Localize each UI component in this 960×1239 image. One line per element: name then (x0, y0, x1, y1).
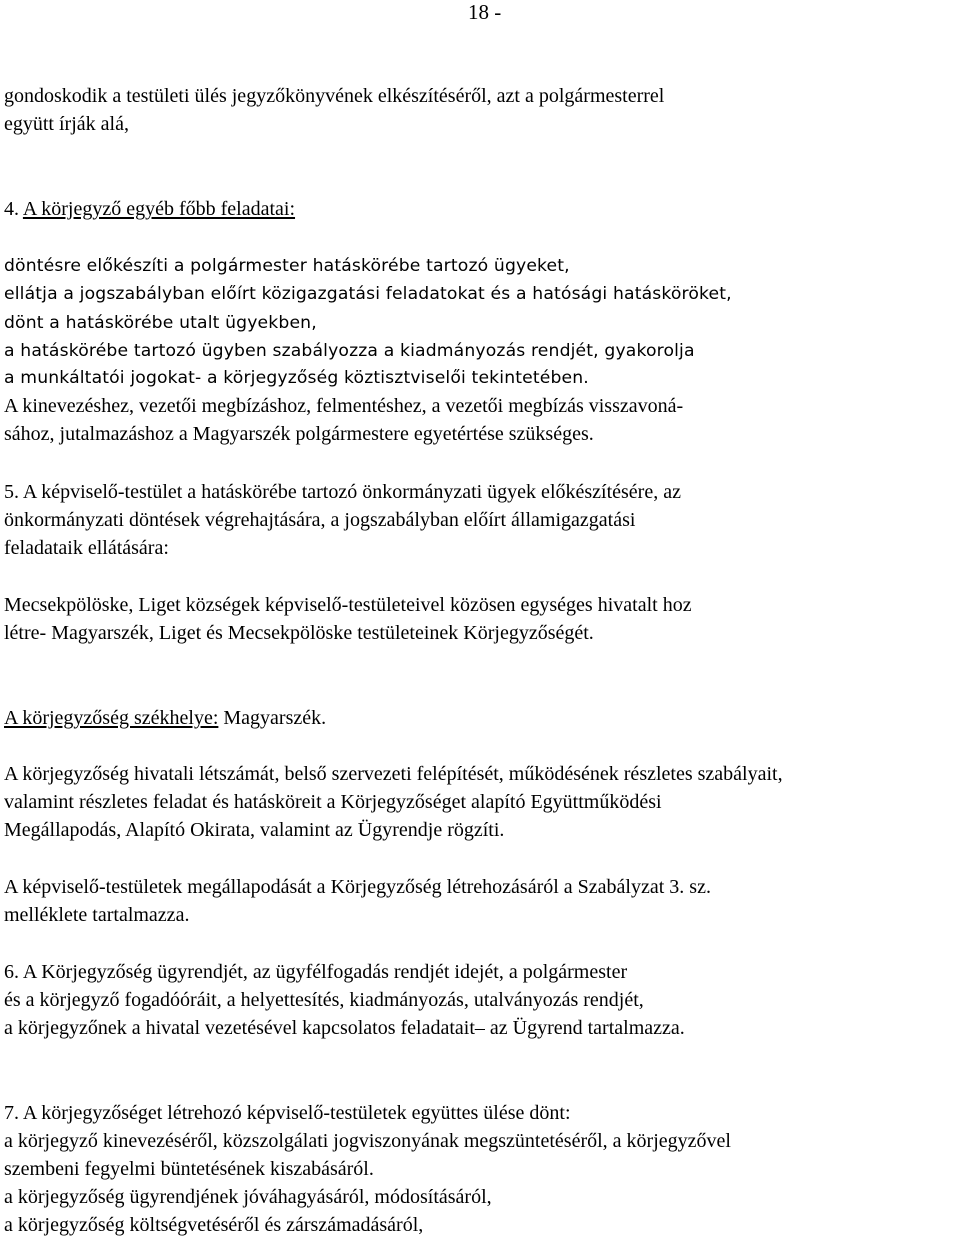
page-number: 18 - (468, 0, 502, 24)
paragraph-line: szembeni fegyelmi büntetésének kiszabásáról. (4, 1158, 374, 1180)
paragraph-line: 5. A képviselő-testület a hatáskörébe tartozó önkormányzati ügyek előkészítésére, az (4, 481, 681, 503)
paragraph-line: ellátja a jogszabályban előírt közigazgatási feladatokat és a hatósági hatásköröket, (4, 284, 732, 304)
paragraph-line: a hatáskörébe tartozó ügyben szabályozza a kiadmányozás rendjét, gyakorolja (4, 341, 695, 361)
seat-line (4, 706, 326, 730)
paragraph-line: Megállapodás, Alapító Okirata, valamint az Ügyrendje rögzíti. (4, 819, 505, 841)
paragraph-line: a körjegyző kinevezéséről, közszolgálati jogviszonyának megszüntetéséről, a körjegyzővel (4, 1130, 731, 1152)
paragraph-line: valamint részletes feladat és hatásköreit a Körjegyzőséget alapító Együttműködési (4, 791, 662, 813)
paragraph-line: létre- Magyarszék, Liget és Mecsekpölöske testületeinek Körjegyzőségét. (4, 622, 594, 644)
paragraph-line: a körjegyzőség ügyrendjének jóváhagyásáról, módosításáról, (4, 1186, 492, 1208)
paragraph-line: melléklete tartalmazza. (4, 904, 190, 926)
paragraph-line: 6. A Körjegyzőség ügyrendjét, az ügyfélfogadás rendjét idejét, a polgármester (4, 961, 628, 983)
paragraph-line: és a körjegyző fogadóóráit, a helyettesítés, kiadmányozás, utalványozás rendjét, (4, 989, 644, 1011)
paragraph-line: a körjegyzőnek a hivatal vezetésével kapcsolatos feladatait– az Ügyrend tartalmazza. (4, 1017, 685, 1039)
paragraph-line: A körjegyzőség hivatali létszámát, belső szervezeti felépítését, működésének részletes szabályait, (4, 763, 783, 785)
section-4-number: 4. (4, 198, 19, 220)
paragraph-line: a munkáltatói jogokat- a körjegyzőség köztisztviselői tekintetében. (4, 368, 589, 388)
paragraph-line: Mecsekpölöske, Liget községek képviselő-testületeivel közösen egységes hivatalt hoz (4, 594, 692, 616)
paragraph-line: a körjegyzőség költségvetéséről és zárszámadásáról, (4, 1214, 424, 1236)
seat-value: Magyarszék. (218, 707, 327, 729)
section-4-title: A körjegyző egyéb főbb feladatai: (22, 198, 296, 220)
seat-label: A körjegyzőség székhelye: (4, 707, 219, 729)
section-4-heading (4, 197, 295, 221)
paragraph-line: A képviselő-testületek megállapodását a Körjegyzőség létrehozásáról a Szabályzat 3. sz. (4, 876, 711, 898)
paragraph-line: 7. A körjegyzőséget létrehozó képviselő-testületek együttes ülése dönt: (4, 1102, 571, 1124)
paragraph-line: sához, jutalmazáshoz a Magyarszék polgármestere egyetértése szükséges. (4, 423, 594, 445)
paragraph-line: önkormányzati döntések végrehajtására, a jogszabályban előírt államigazgatási (4, 509, 636, 531)
paragraph-line: gondoskodik a testületi ülés jegyzőkönyvének elkészítéséről, azt a polgármesterrel (4, 85, 665, 107)
paragraph-line: döntésre előkészíti a polgármester hatáskörébe tartozó ügyeket, (4, 256, 570, 276)
paragraph-line: A kinevezéshez, vezetői megbízáshoz, felmentéshez, a vezetői megbízás visszavoná- (4, 395, 684, 417)
paragraph-line: dönt a hatáskörébe utalt ügyekben, (4, 313, 317, 333)
paragraph-line: együtt írják alá, (4, 113, 129, 135)
paragraph-line: feladataik ellátására: (4, 537, 169, 559)
